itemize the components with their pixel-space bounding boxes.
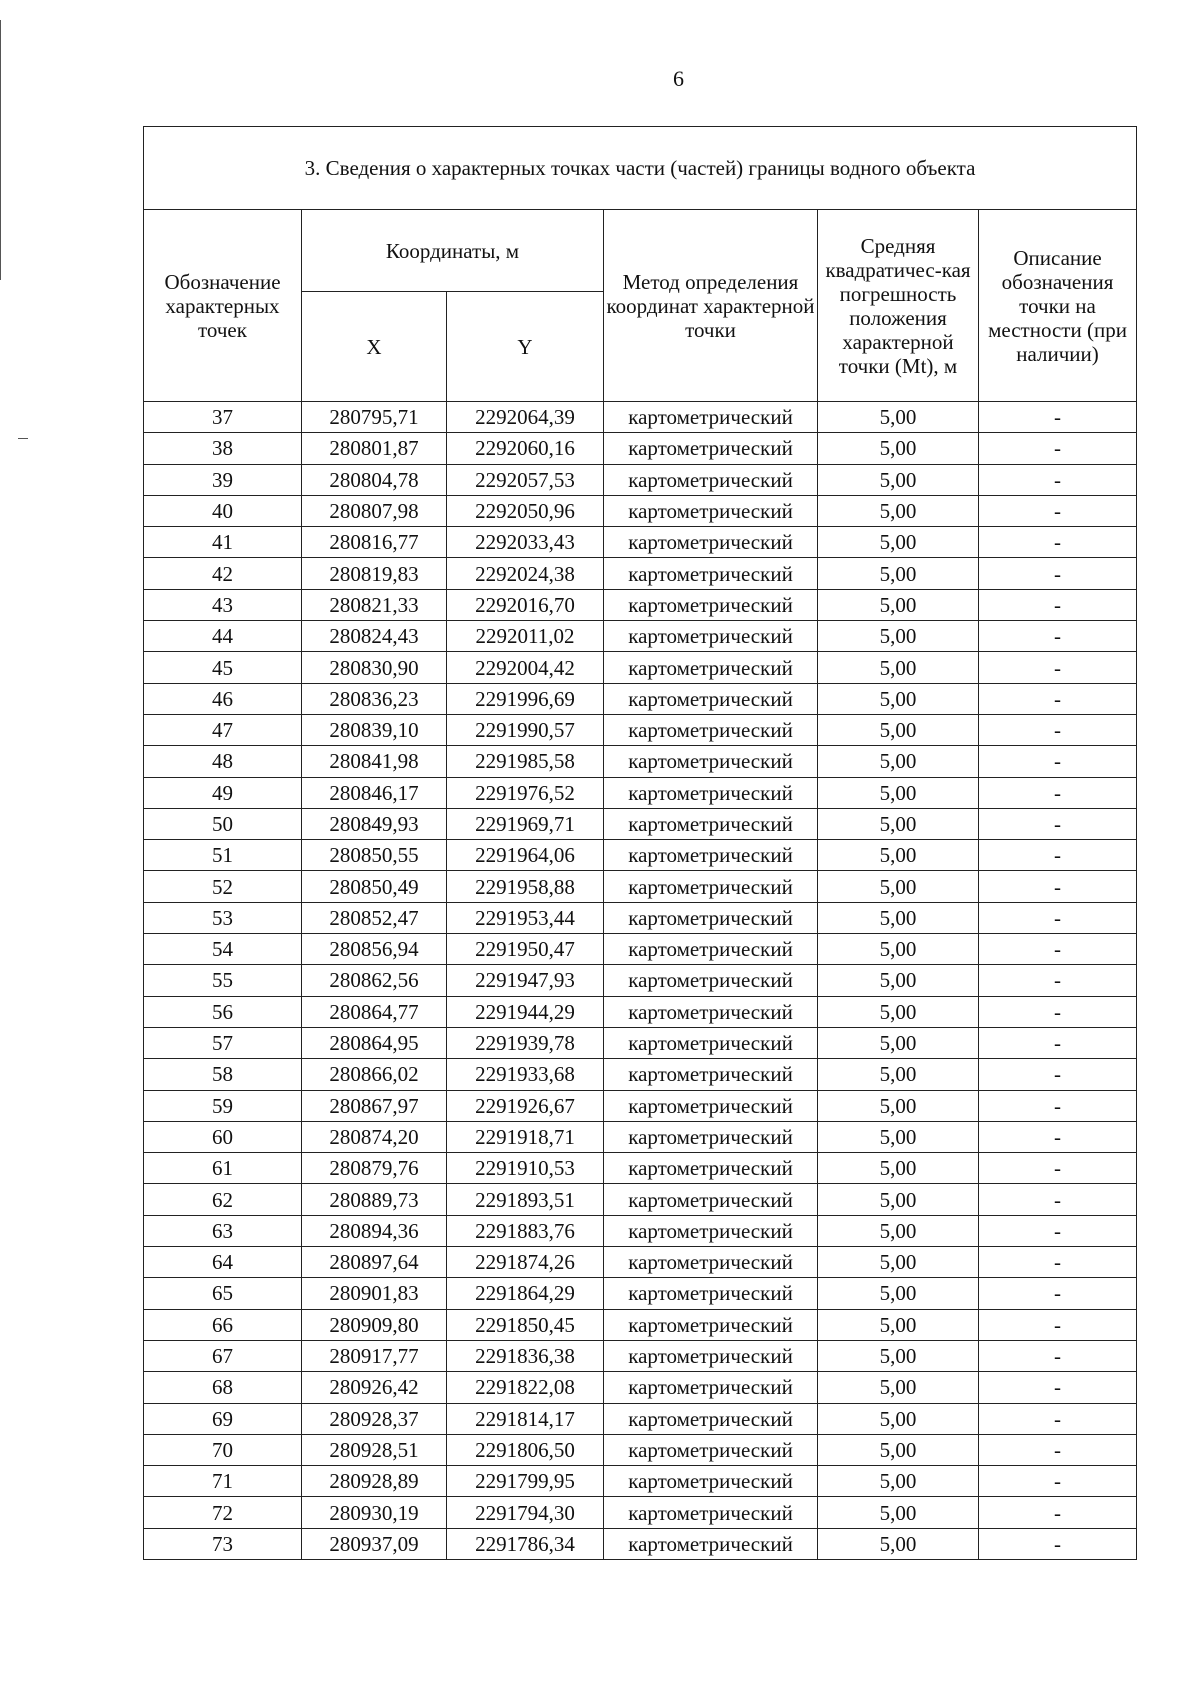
cell-error: 5,00: [818, 996, 979, 1027]
table-row: [144, 1247, 1137, 1278]
cell-y: 2291786,34: [447, 1528, 604, 1559]
cell-description: -: [979, 1215, 1137, 1246]
cell-y: 2292033,43: [447, 527, 604, 558]
cell-error: 5,00: [818, 558, 979, 589]
table-row: [144, 965, 1137, 996]
cell-error: 5,00: [818, 777, 979, 808]
cell-x: 280894,36: [302, 1215, 447, 1246]
table-row: [144, 777, 1137, 808]
header-coords: Координаты, м: [302, 210, 604, 292]
table-row: [144, 714, 1137, 745]
page-number: 6: [673, 66, 684, 91]
table-row: [144, 996, 1137, 1027]
cell-x: 280850,49: [302, 871, 447, 902]
cell-description: -: [979, 777, 1137, 808]
cell-error: 5,00: [818, 527, 979, 558]
cell-point: 72: [144, 1497, 302, 1528]
cell-method: картометрический: [604, 714, 818, 745]
cell-point: 69: [144, 1403, 302, 1434]
cell-description: -: [979, 1090, 1137, 1121]
cell-y: 2291794,30: [447, 1497, 604, 1528]
cell-point: 54: [144, 934, 302, 965]
cell-x: 280821,33: [302, 589, 447, 620]
cell-point: 46: [144, 683, 302, 714]
cell-method: картометрический: [604, 589, 818, 620]
cell-error: 5,00: [818, 464, 979, 495]
cell-error: 5,00: [818, 1247, 979, 1278]
cell-description: -: [979, 1466, 1137, 1497]
cell-description: -: [979, 558, 1137, 589]
cell-method: картометрический: [604, 464, 818, 495]
cell-error: 5,00: [818, 1027, 979, 1058]
cell-error: 5,00: [818, 1184, 979, 1215]
cell-x: 280928,37: [302, 1403, 447, 1434]
cell-method: картометрический: [604, 777, 818, 808]
cell-point: 41: [144, 527, 302, 558]
cell-method: картометрический: [604, 746, 818, 777]
table-row: [144, 1403, 1137, 1434]
cell-x: 280824,43: [302, 621, 447, 652]
cell-y: 2291944,29: [447, 996, 604, 1027]
cell-error: 5,00: [818, 1340, 979, 1371]
cell-point: 73: [144, 1528, 302, 1559]
table-row: [144, 840, 1137, 871]
cell-point: 52: [144, 871, 302, 902]
cell-point: 70: [144, 1434, 302, 1465]
cell-method: картометрический: [604, 1247, 818, 1278]
table-row: [144, 1372, 1137, 1403]
cell-description: -: [979, 1372, 1137, 1403]
cell-method: картометрический: [604, 1059, 818, 1090]
table-row: [144, 495, 1137, 526]
cell-point: 58: [144, 1059, 302, 1090]
cell-x: 280926,42: [302, 1372, 447, 1403]
cell-y: 2291910,53: [447, 1153, 604, 1184]
cell-method: картометрический: [604, 965, 818, 996]
cell-description: -: [979, 683, 1137, 714]
cell-description: -: [979, 871, 1137, 902]
header-y: Y: [447, 292, 604, 402]
table-row: [144, 1184, 1137, 1215]
table-row: [144, 934, 1137, 965]
cell-method: картометрический: [604, 433, 818, 464]
cell-error: 5,00: [818, 1059, 979, 1090]
cell-error: 5,00: [818, 902, 979, 933]
cell-x: 280897,64: [302, 1247, 447, 1278]
cell-point: 62: [144, 1184, 302, 1215]
table-caption: 3. Сведения о характерных точках части (частей) границы водного объекта: [144, 127, 1137, 210]
cell-x: 280862,56: [302, 965, 447, 996]
cell-error: 5,00: [818, 714, 979, 745]
cell-method: картометрический: [604, 1278, 818, 1309]
cell-method: картометрический: [604, 1309, 818, 1340]
cell-description: -: [979, 1184, 1137, 1215]
cell-error: 5,00: [818, 1121, 979, 1152]
cell-error: 5,00: [818, 652, 979, 683]
cell-error: 5,00: [818, 433, 979, 464]
cell-point: 44: [144, 621, 302, 652]
table-row: [144, 746, 1137, 777]
cell-x: 280807,98: [302, 495, 447, 526]
cell-y: 2292016,70: [447, 589, 604, 620]
cell-point: 39: [144, 464, 302, 495]
cell-y: 2291950,47: [447, 934, 604, 965]
cell-x: 280846,17: [302, 777, 447, 808]
cell-y: 2291814,17: [447, 1403, 604, 1434]
cell-point: 43: [144, 589, 302, 620]
cell-description: -: [979, 934, 1137, 965]
cell-x: 280856,94: [302, 934, 447, 965]
cell-x: 280930,19: [302, 1497, 447, 1528]
cell-x: 280901,83: [302, 1278, 447, 1309]
cell-y: 2292064,39: [447, 402, 604, 433]
cell-error: 5,00: [818, 1153, 979, 1184]
cell-method: картометрический: [604, 1153, 818, 1184]
cell-point: 55: [144, 965, 302, 996]
cell-description: -: [979, 495, 1137, 526]
cell-error: 5,00: [818, 1090, 979, 1121]
cell-y: 2291926,67: [447, 1090, 604, 1121]
table-row: [144, 1497, 1137, 1528]
cell-method: картометрический: [604, 621, 818, 652]
cell-description: -: [979, 1059, 1137, 1090]
cell-method: картометрический: [604, 1403, 818, 1434]
cell-x: 280879,76: [302, 1153, 447, 1184]
cell-point: 57: [144, 1027, 302, 1058]
header-description: Описание обозначения точки на местности (при наличии): [979, 210, 1137, 402]
cell-point: 67: [144, 1340, 302, 1371]
table-row: [144, 1434, 1137, 1465]
cell-description: -: [979, 1528, 1137, 1559]
cell-method: картометрический: [604, 1340, 818, 1371]
cell-error: 5,00: [818, 1434, 979, 1465]
cell-error: 5,00: [818, 934, 979, 965]
cell-point: 42: [144, 558, 302, 589]
cell-method: картометрический: [604, 1466, 818, 1497]
table-row: [144, 1278, 1137, 1309]
cell-point: 56: [144, 996, 302, 1027]
table-row: [144, 527, 1137, 558]
cell-x: 280839,10: [302, 714, 447, 745]
cell-description: -: [979, 840, 1137, 871]
cell-error: 5,00: [818, 683, 979, 714]
table-row: [144, 1121, 1137, 1152]
cell-description: -: [979, 808, 1137, 839]
cell-method: картометрический: [604, 652, 818, 683]
cell-description: -: [979, 433, 1137, 464]
table-row: [144, 1153, 1137, 1184]
cell-description: -: [979, 621, 1137, 652]
table-row: [144, 402, 1137, 433]
header-point: Обозначение характерных точек: [144, 210, 302, 402]
cell-error: 5,00: [818, 840, 979, 871]
cell-x: 280819,83: [302, 558, 447, 589]
cell-y: 2291918,71: [447, 1121, 604, 1152]
cell-y: 2291799,95: [447, 1466, 604, 1497]
cell-y: 2291990,57: [447, 714, 604, 745]
cell-description: -: [979, 1027, 1137, 1058]
table-row: [144, 1059, 1137, 1090]
cell-description: -: [979, 1278, 1137, 1309]
cell-error: 5,00: [818, 808, 979, 839]
cell-point: 40: [144, 495, 302, 526]
cell-method: картометрический: [604, 1184, 818, 1215]
cell-method: картометрический: [604, 1372, 818, 1403]
cell-x: 280841,98: [302, 746, 447, 777]
table-body: [144, 402, 1137, 1560]
cell-x: 280864,77: [302, 996, 447, 1027]
cell-error: 5,00: [818, 1372, 979, 1403]
cell-y: 2292050,96: [447, 495, 604, 526]
cell-point: 68: [144, 1372, 302, 1403]
cell-x: 280917,77: [302, 1340, 447, 1371]
cell-x: 280850,55: [302, 840, 447, 871]
cell-point: 71: [144, 1466, 302, 1497]
cell-method: картометрический: [604, 495, 818, 526]
cell-method: картометрический: [604, 840, 818, 871]
table-row: [144, 652, 1137, 683]
cell-point: 47: [144, 714, 302, 745]
cell-y: 2291947,93: [447, 965, 604, 996]
cell-error: 5,00: [818, 746, 979, 777]
boundary-points-table: [143, 126, 1137, 1560]
cell-y: 2291893,51: [447, 1184, 604, 1215]
cell-method: картометрический: [604, 1497, 818, 1528]
cell-point: 61: [144, 1153, 302, 1184]
header-method: Метод определения координат характерной точки: [604, 210, 818, 402]
cell-description: -: [979, 464, 1137, 495]
cell-point: 51: [144, 840, 302, 871]
cell-error: 5,00: [818, 965, 979, 996]
cell-description: -: [979, 1121, 1137, 1152]
cell-y: 2291883,76: [447, 1215, 604, 1246]
cell-y: 2291933,68: [447, 1059, 604, 1090]
cell-error: 5,00: [818, 1528, 979, 1559]
cell-description: -: [979, 746, 1137, 777]
cell-point: 60: [144, 1121, 302, 1152]
scan-edge-mark: [0, 20, 1, 280]
cell-method: картометрический: [604, 527, 818, 558]
cell-method: картометрический: [604, 871, 818, 902]
table-row: [144, 558, 1137, 589]
table-row: [144, 464, 1137, 495]
cell-point: 59: [144, 1090, 302, 1121]
cell-description: -: [979, 1247, 1137, 1278]
table-row: [144, 1027, 1137, 1058]
table-row: [144, 433, 1137, 464]
cell-point: 50: [144, 808, 302, 839]
cell-method: картометрический: [604, 1434, 818, 1465]
cell-point: 65: [144, 1278, 302, 1309]
header-error: Средняя квадратичес-кая погрешность положения характерной точки (Mt), м: [818, 210, 979, 402]
cell-x: 280795,71: [302, 402, 447, 433]
cell-y: 2291969,71: [447, 808, 604, 839]
table-row: [144, 1215, 1137, 1246]
header-x: X: [302, 292, 447, 402]
cell-error: 5,00: [818, 621, 979, 652]
cell-y: 2291822,08: [447, 1372, 604, 1403]
cell-error: 5,00: [818, 1215, 979, 1246]
cell-y: 2291964,06: [447, 840, 604, 871]
cell-x: 280864,95: [302, 1027, 447, 1058]
cell-point: 53: [144, 902, 302, 933]
cell-description: -: [979, 402, 1137, 433]
cell-point: 37: [144, 402, 302, 433]
cell-method: картометрический: [604, 1215, 818, 1246]
cell-y: 2291985,58: [447, 746, 604, 777]
cell-error: 5,00: [818, 1309, 979, 1340]
cell-error: 5,00: [818, 589, 979, 620]
cell-description: -: [979, 1153, 1137, 1184]
cell-point: 63: [144, 1215, 302, 1246]
cell-point: 45: [144, 652, 302, 683]
cell-y: 2291874,26: [447, 1247, 604, 1278]
table-row: [144, 1466, 1137, 1497]
table-row: [144, 621, 1137, 652]
cell-method: картометрический: [604, 402, 818, 433]
cell-description: -: [979, 1340, 1137, 1371]
cell-error: 5,00: [818, 402, 979, 433]
cell-x: 280874,20: [302, 1121, 447, 1152]
cell-method: картометрический: [604, 808, 818, 839]
cell-description: -: [979, 527, 1137, 558]
cell-y: 2291958,88: [447, 871, 604, 902]
cell-error: 5,00: [818, 1466, 979, 1497]
cell-x: 280852,47: [302, 902, 447, 933]
cell-description: -: [979, 1434, 1137, 1465]
cell-y: 2291836,38: [447, 1340, 604, 1371]
table-row: [144, 589, 1137, 620]
cell-description: -: [979, 965, 1137, 996]
cell-method: картометрический: [604, 996, 818, 1027]
cell-method: картометрический: [604, 683, 818, 714]
cell-y: 2292024,38: [447, 558, 604, 589]
scan-tick-mark: [18, 438, 28, 439]
cell-x: 280804,78: [302, 464, 447, 495]
cell-description: -: [979, 714, 1137, 745]
cell-x: 280830,90: [302, 652, 447, 683]
cell-x: 280836,23: [302, 683, 447, 714]
cell-method: картометрический: [604, 934, 818, 965]
cell-method: картометрический: [604, 1027, 818, 1058]
cell-point: 49: [144, 777, 302, 808]
cell-y: 2291996,69: [447, 683, 604, 714]
table-row: [144, 1090, 1137, 1121]
cell-error: 5,00: [818, 871, 979, 902]
cell-method: картометрический: [604, 558, 818, 589]
cell-x: 280867,97: [302, 1090, 447, 1121]
cell-x: 280889,73: [302, 1184, 447, 1215]
cell-y: 2291806,50: [447, 1434, 604, 1465]
cell-description: -: [979, 1309, 1137, 1340]
cell-point: 48: [144, 746, 302, 777]
table-row: [144, 683, 1137, 714]
table-row: [144, 871, 1137, 902]
cell-y: 2291976,52: [447, 777, 604, 808]
cell-point: 66: [144, 1309, 302, 1340]
cell-x: 280909,80: [302, 1309, 447, 1340]
cell-y: 2292004,42: [447, 652, 604, 683]
table-row: [144, 808, 1137, 839]
cell-point: 38: [144, 433, 302, 464]
cell-error: 5,00: [818, 1497, 979, 1528]
cell-y: 2292060,16: [447, 433, 604, 464]
cell-y: 2292057,53: [447, 464, 604, 495]
cell-x: 280849,93: [302, 808, 447, 839]
cell-description: -: [979, 589, 1137, 620]
cell-x: 280928,51: [302, 1434, 447, 1465]
cell-x: 280928,89: [302, 1466, 447, 1497]
cell-x: 280937,09: [302, 1528, 447, 1559]
table-row: [144, 1528, 1137, 1559]
cell-x: 280816,77: [302, 527, 447, 558]
cell-method: картометрический: [604, 1528, 818, 1559]
cell-point: 64: [144, 1247, 302, 1278]
cell-description: -: [979, 1497, 1137, 1528]
cell-error: 5,00: [818, 1403, 979, 1434]
cell-error: 5,00: [818, 1278, 979, 1309]
cell-y: 2291864,29: [447, 1278, 604, 1309]
cell-description: -: [979, 1403, 1137, 1434]
table-row: [144, 1340, 1137, 1371]
cell-y: 2291953,44: [447, 902, 604, 933]
cell-description: -: [979, 902, 1137, 933]
table-row: [144, 902, 1137, 933]
cell-x: 280801,87: [302, 433, 447, 464]
cell-y: 2291939,78: [447, 1027, 604, 1058]
cell-method: картометрический: [604, 1121, 818, 1152]
cell-description: -: [979, 652, 1137, 683]
cell-method: картометрический: [604, 902, 818, 933]
cell-y: 2291850,45: [447, 1309, 604, 1340]
cell-y: 2292011,02: [447, 621, 604, 652]
cell-description: -: [979, 996, 1137, 1027]
cell-method: картометрический: [604, 1090, 818, 1121]
cell-x: 280866,02: [302, 1059, 447, 1090]
cell-error: 5,00: [818, 495, 979, 526]
table-row: [144, 1309, 1137, 1340]
